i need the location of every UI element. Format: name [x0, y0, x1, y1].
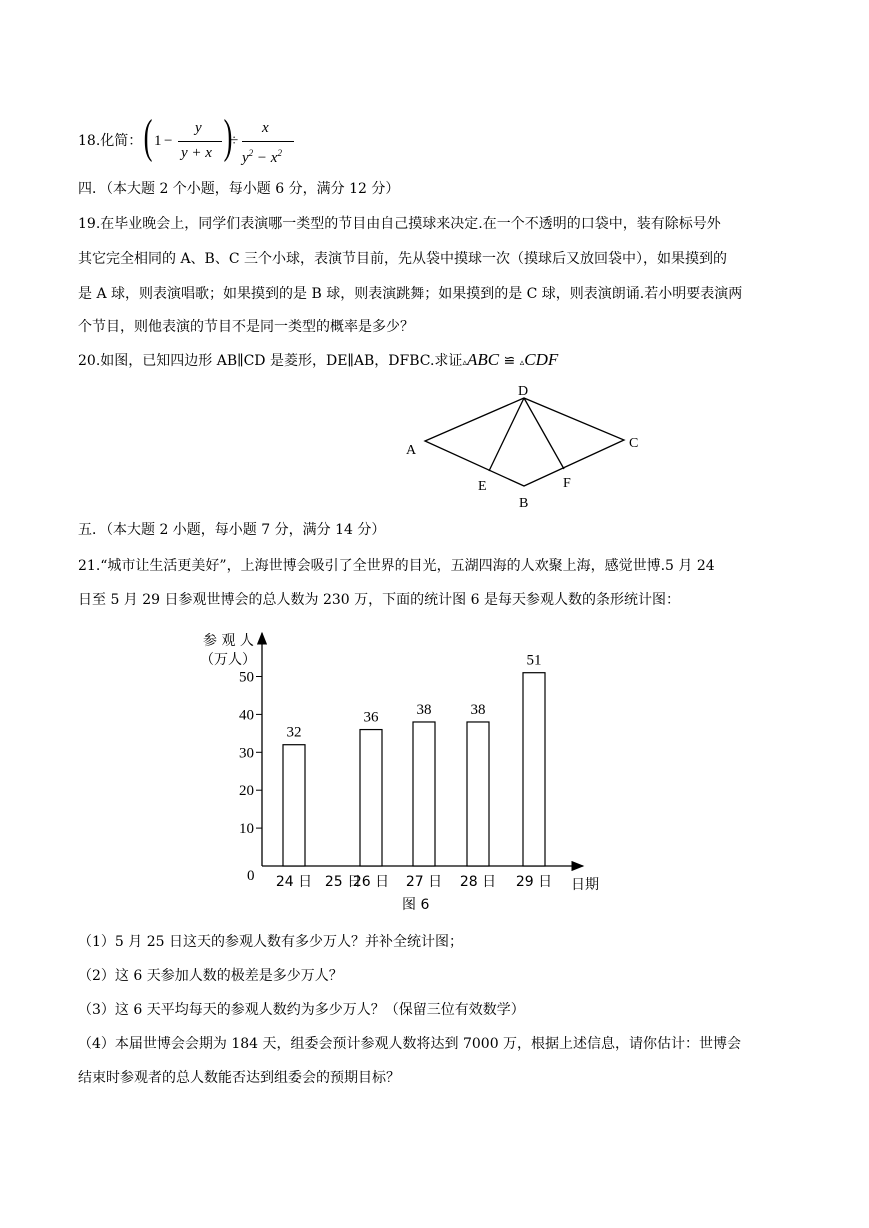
- x-category-label: 25 日: [324, 874, 362, 890]
- formula-minus: −: [164, 133, 173, 149]
- y-tick-label: 20: [239, 783, 254, 800]
- triangle-symbol: ▵: [519, 358, 525, 368]
- section-five-heading: 五．（本大题 2 小题，每小题 7 分，满分 14 分）: [78, 522, 386, 538]
- x-category-label: 29 日: [515, 874, 553, 890]
- left-paren: (: [143, 110, 153, 163]
- label-d: D: [518, 384, 529, 399]
- bar-value-label: 36: [363, 709, 379, 726]
- q19-line: 19.在毕业晚会上，同学们表演哪一类型的节目由自己摸球来决定.在一个不透明的口袋中，装有除标号外: [78, 216, 721, 232]
- x-category-label: 26 日: [352, 874, 390, 890]
- x-category-label: 28 日: [459, 874, 497, 890]
- y-tick-label: 50: [239, 669, 254, 686]
- bar-value-label: 32: [286, 724, 302, 741]
- subquestion-2: （2）这 6 天参加人数的极差是多少万人？: [78, 968, 343, 984]
- bar-value-label: 38: [470, 701, 486, 718]
- label-f: F: [563, 476, 571, 491]
- q19-line: 其它完全相同的 A、B、C 三个小球，表演节目前，先从袋中摸球一次（摸球后又放回袋中），如果摸到的: [78, 251, 728, 267]
- subquestion-1: （1）5 月 25 日这天的参观人数有多少万人？并补全统计图；: [78, 934, 463, 950]
- bar: [467, 722, 489, 866]
- origin-label: 0: [247, 868, 255, 884]
- bar-value-label: 38: [416, 701, 432, 718]
- q20-text: 20.如图，已知四边形 AB∥CD 是菱形，DE∥AB，DFBC.求证: [78, 353, 463, 369]
- bar-value-label: 51: [526, 652, 542, 669]
- y-tick-label: 40: [239, 707, 254, 724]
- y-tick-label: 10: [239, 821, 254, 838]
- bar: [413, 722, 435, 866]
- q20-tri1: ABC: [466, 350, 500, 369]
- formula-one: 1: [154, 133, 162, 149]
- chart-caption: 图 6: [402, 897, 430, 913]
- q19-line: 个节目，则他表演的节目不是同一类型的概率是多少？: [78, 319, 414, 335]
- x-category-label: 27 日: [405, 874, 443, 890]
- right-paren: ): [223, 110, 233, 163]
- label-a: A: [406, 443, 417, 458]
- q18-label: 18.化简：: [78, 133, 143, 149]
- frac2-denominator: $y^2 - x^2$: [242, 148, 282, 166]
- label-b: B: [519, 496, 529, 511]
- x-axis-label: 日期: [571, 877, 599, 893]
- bar: [360, 730, 382, 866]
- formula-divide: ÷: [230, 133, 239, 149]
- frac2-numerator: x: [262, 120, 269, 136]
- bar: [283, 745, 305, 866]
- frac1-numerator: y: [195, 120, 202, 136]
- q21-line: 21.“城市让生活更美好”，上海世博会吸引了全世界的目光，五湖四海的人欢聚上海，感觉世博.5 月 24: [78, 558, 715, 574]
- y-tick-label: 30: [239, 745, 254, 762]
- triangle-symbol: ▵: [462, 358, 467, 368]
- cong-symbol: ≌: [499, 353, 520, 369]
- section-four-heading: 四．（本大题 2 个小题，每小题 6 分，满分 12 分）: [78, 181, 400, 197]
- subquestion-4-line2: 结束时参观者的总人数能否达到组委会的预期目标？: [78, 1070, 400, 1086]
- subquestion-3: （3）这 6 天平均每天的参观人数约为多少万人？（保留三位有效数学）: [78, 1002, 525, 1018]
- label-c: C: [629, 436, 639, 451]
- q21-line: 日至 5 月 29 日参观世博会的总人数为 230 万，下面的统计图 6 是每天参观人数的条形统计图：: [78, 592, 680, 608]
- q19-line: 是 A 球，则表演唱歌；如果摸到的是 B 球，则表演跳舞；如果摸到的是 C 球，则表演朗诵.若小明要表演两: [78, 286, 743, 302]
- y-axis-label-line1: 参 观 人: [203, 633, 254, 649]
- y-axis-label-line2: （万人）: [200, 652, 256, 668]
- frac1-denominator: y + x: [181, 145, 212, 161]
- q20-tri2: CDF: [524, 350, 559, 369]
- subquestion-4-line1: （4）本届世博会会期为 184 天，组委会预计参观人数将达到 7000 万，根据上述信息，请你估计：世博会: [78, 1036, 742, 1052]
- label-e: E: [478, 479, 487, 494]
- x-category-label: 24 日: [275, 874, 313, 890]
- bar: [523, 673, 545, 866]
